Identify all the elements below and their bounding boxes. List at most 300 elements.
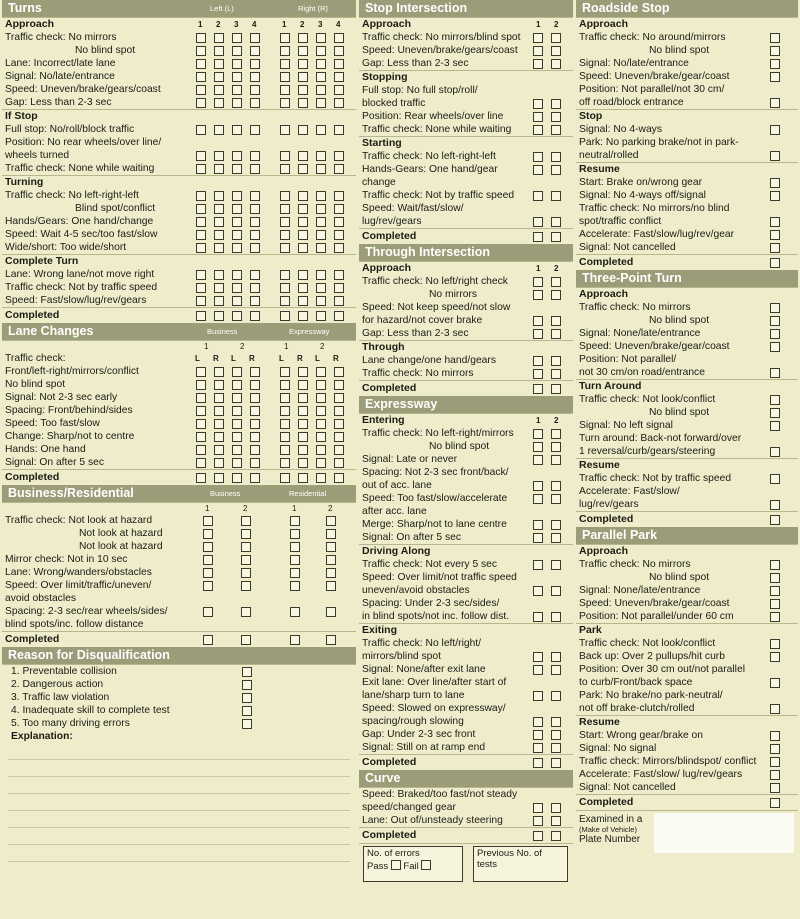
checkbox[interactable]	[334, 270, 344, 280]
checkbox[interactable]	[214, 458, 224, 468]
checkbox[interactable]	[232, 72, 242, 82]
checkbox[interactable]	[250, 191, 260, 201]
checkbox[interactable]	[196, 270, 206, 280]
checkbox[interactable]	[232, 164, 242, 174]
checkbox[interactable]	[533, 612, 543, 622]
checkbox[interactable]	[214, 367, 224, 377]
checkbox[interactable]	[242, 706, 252, 716]
vehicle-field[interactable]	[654, 813, 794, 853]
checkbox[interactable]	[533, 217, 543, 227]
checkbox[interactable]	[242, 667, 252, 677]
checkbox[interactable]	[326, 516, 336, 526]
checkbox[interactable]	[316, 164, 326, 174]
checkbox[interactable]	[316, 367, 326, 377]
checkbox[interactable]	[770, 599, 780, 609]
checkbox[interactable]	[533, 803, 543, 813]
checkbox[interactable]	[298, 164, 308, 174]
checkbox[interactable]	[298, 367, 308, 377]
checkbox[interactable]	[196, 33, 206, 43]
checkbox[interactable]	[551, 232, 561, 242]
checkbox[interactable]	[280, 217, 290, 227]
checkbox[interactable]	[551, 743, 561, 753]
checkbox[interactable]	[316, 445, 326, 455]
checkbox[interactable]	[533, 691, 543, 701]
checkbox[interactable]	[250, 46, 260, 56]
checkbox[interactable]	[334, 406, 344, 416]
checkbox[interactable]	[770, 783, 780, 793]
checkbox[interactable]	[214, 406, 224, 416]
checkbox[interactable]	[334, 458, 344, 468]
checkbox[interactable]	[551, 665, 561, 675]
checkbox[interactable]	[250, 311, 260, 321]
checkbox[interactable]	[551, 329, 561, 339]
checkbox[interactable]	[250, 33, 260, 43]
checkbox[interactable]	[533, 152, 543, 162]
checkbox[interactable]	[770, 151, 780, 161]
checkbox[interactable]	[770, 59, 780, 69]
checkbox[interactable]	[316, 85, 326, 95]
checkbox[interactable]	[334, 191, 344, 201]
checkbox[interactable]	[232, 406, 242, 416]
checkbox[interactable]	[241, 568, 251, 578]
checkbox[interactable]	[203, 568, 213, 578]
checkbox[interactable]	[214, 380, 224, 390]
checkbox[interactable]	[232, 296, 242, 306]
checkbox[interactable]	[196, 59, 206, 69]
checkbox[interactable]	[533, 816, 543, 826]
checkbox[interactable]	[280, 367, 290, 377]
checkbox[interactable]	[298, 243, 308, 253]
checkbox[interactable]	[770, 770, 780, 780]
checkbox[interactable]	[533, 125, 543, 135]
checkbox[interactable]	[196, 230, 206, 240]
checkbox[interactable]	[232, 59, 242, 69]
checkbox[interactable]	[241, 555, 251, 565]
checkbox[interactable]	[551, 191, 561, 201]
checkbox[interactable]	[326, 607, 336, 617]
checkbox[interactable]	[551, 758, 561, 768]
checkbox[interactable]	[290, 635, 300, 645]
checkbox[interactable]	[280, 283, 290, 293]
checkbox[interactable]	[334, 217, 344, 227]
checkbox[interactable]	[280, 380, 290, 390]
checkbox[interactable]	[533, 586, 543, 596]
checkbox[interactable]	[533, 33, 543, 43]
checkbox[interactable]	[533, 652, 543, 662]
checkbox[interactable]	[533, 290, 543, 300]
checkbox[interactable]	[196, 445, 206, 455]
checkbox[interactable]	[232, 217, 242, 227]
checkbox[interactable]	[250, 458, 260, 468]
checkbox[interactable]	[770, 744, 780, 754]
checkbox[interactable]	[551, 717, 561, 727]
checkbox[interactable]	[280, 296, 290, 306]
checkbox[interactable]	[250, 164, 260, 174]
checkbox[interactable]	[214, 473, 224, 483]
checkbox[interactable]	[214, 270, 224, 280]
checkbox[interactable]	[551, 442, 561, 452]
checkbox[interactable]	[232, 98, 242, 108]
checkbox[interactable]	[551, 652, 561, 662]
checkbox[interactable]	[290, 542, 300, 552]
checkbox[interactable]	[551, 33, 561, 43]
checkbox[interactable]	[298, 72, 308, 82]
checkbox[interactable]	[196, 393, 206, 403]
checkbox[interactable]	[280, 33, 290, 43]
checkbox[interactable]	[290, 607, 300, 617]
checkbox[interactable]	[334, 230, 344, 240]
checkbox[interactable]	[551, 429, 561, 439]
checkbox[interactable]	[334, 283, 344, 293]
checkbox[interactable]	[280, 191, 290, 201]
checkbox[interactable]	[533, 730, 543, 740]
checkbox[interactable]	[551, 533, 561, 543]
checkbox[interactable]	[232, 46, 242, 56]
checkbox[interactable]	[290, 555, 300, 565]
fail-checkbox[interactable]	[421, 860, 431, 870]
checkbox[interactable]	[316, 311, 326, 321]
checkbox[interactable]	[232, 311, 242, 321]
checkbox[interactable]	[551, 520, 561, 530]
checkbox[interactable]	[232, 445, 242, 455]
checkbox[interactable]	[232, 380, 242, 390]
checkbox[interactable]	[770, 217, 780, 227]
checkbox[interactable]	[316, 151, 326, 161]
checkbox[interactable]	[298, 393, 308, 403]
checkbox[interactable]	[242, 693, 252, 703]
checkbox[interactable]	[214, 296, 224, 306]
checkbox[interactable]	[770, 316, 780, 326]
checkbox[interactable]	[250, 283, 260, 293]
checkbox[interactable]	[770, 612, 780, 622]
checkbox[interactable]	[298, 98, 308, 108]
checkbox[interactable]	[316, 217, 326, 227]
checkbox[interactable]	[196, 85, 206, 95]
checkbox[interactable]	[316, 270, 326, 280]
checkbox[interactable]	[551, 691, 561, 701]
checkbox[interactable]	[334, 432, 344, 442]
checkbox[interactable]	[196, 283, 206, 293]
checkbox[interactable]	[232, 419, 242, 429]
checkbox[interactable]	[770, 639, 780, 649]
checkbox[interactable]	[250, 419, 260, 429]
checkbox[interactable]	[316, 191, 326, 201]
checkbox[interactable]	[214, 191, 224, 201]
checkbox[interactable]	[551, 217, 561, 227]
checkbox[interactable]	[250, 230, 260, 240]
checkbox[interactable]	[298, 125, 308, 135]
checkbox[interactable]	[203, 542, 213, 552]
checkbox[interactable]	[334, 393, 344, 403]
checkbox[interactable]	[533, 665, 543, 675]
checkbox[interactable]	[232, 204, 242, 214]
checkbox[interactable]	[298, 270, 308, 280]
checkbox[interactable]	[533, 165, 543, 175]
checkbox[interactable]	[298, 283, 308, 293]
checkbox[interactable]	[280, 393, 290, 403]
checkbox[interactable]	[250, 151, 260, 161]
checkbox[interactable]	[551, 803, 561, 813]
checkbox[interactable]	[533, 494, 543, 504]
checkbox[interactable]	[316, 72, 326, 82]
checkbox[interactable]	[533, 743, 543, 753]
checkbox[interactable]	[551, 612, 561, 622]
checkbox[interactable]	[298, 191, 308, 201]
checkbox[interactable]	[241, 635, 251, 645]
checkbox[interactable]	[551, 99, 561, 109]
checkbox[interactable]	[232, 85, 242, 95]
checkbox[interactable]	[316, 406, 326, 416]
checkbox[interactable]	[250, 432, 260, 442]
previous-tests-box[interactable]	[473, 846, 568, 882]
checkbox[interactable]	[280, 432, 290, 442]
checkbox[interactable]	[232, 473, 242, 483]
checkbox[interactable]	[196, 458, 206, 468]
checkbox[interactable]	[250, 59, 260, 69]
checkbox[interactable]	[326, 568, 336, 578]
checkbox[interactable]	[551, 152, 561, 162]
checkbox[interactable]	[770, 731, 780, 741]
checkbox[interactable]	[770, 125, 780, 135]
checkbox[interactable]	[298, 380, 308, 390]
checkbox[interactable]	[232, 393, 242, 403]
checkbox[interactable]	[298, 85, 308, 95]
checkbox[interactable]	[533, 329, 543, 339]
checkbox[interactable]	[214, 85, 224, 95]
checkbox[interactable]	[334, 243, 344, 253]
checkbox[interactable]	[533, 112, 543, 122]
checkbox[interactable]	[334, 419, 344, 429]
checkbox[interactable]	[203, 635, 213, 645]
checkbox[interactable]	[214, 432, 224, 442]
checkbox[interactable]	[280, 204, 290, 214]
checkbox[interactable]	[214, 33, 224, 43]
checkbox[interactable]	[196, 164, 206, 174]
checkbox[interactable]	[241, 516, 251, 526]
checkbox[interactable]	[241, 581, 251, 591]
checkbox[interactable]	[316, 59, 326, 69]
checkbox[interactable]	[770, 757, 780, 767]
checkbox[interactable]	[232, 432, 242, 442]
checkbox[interactable]	[214, 419, 224, 429]
checkbox[interactable]	[770, 342, 780, 352]
checkbox[interactable]	[280, 406, 290, 416]
checkbox[interactable]	[334, 445, 344, 455]
checkbox[interactable]	[770, 500, 780, 510]
checkbox[interactable]	[196, 98, 206, 108]
checkbox[interactable]	[770, 474, 780, 484]
checkbox[interactable]	[298, 458, 308, 468]
checkbox[interactable]	[770, 515, 780, 525]
checkbox[interactable]	[196, 311, 206, 321]
checkbox[interactable]	[232, 367, 242, 377]
checkbox[interactable]	[316, 380, 326, 390]
checkbox[interactable]	[533, 316, 543, 326]
checkbox[interactable]	[770, 560, 780, 570]
checkbox[interactable]	[770, 329, 780, 339]
checkbox[interactable]	[214, 243, 224, 253]
checkbox[interactable]	[280, 270, 290, 280]
checkbox[interactable]	[298, 296, 308, 306]
checkbox[interactable]	[214, 230, 224, 240]
checkbox[interactable]	[334, 367, 344, 377]
checkbox[interactable]	[196, 72, 206, 82]
checkbox[interactable]	[334, 311, 344, 321]
checkbox[interactable]	[232, 191, 242, 201]
checkbox[interactable]	[214, 164, 224, 174]
checkbox[interactable]	[551, 560, 561, 570]
checkbox[interactable]	[316, 46, 326, 56]
checkbox[interactable]	[280, 72, 290, 82]
checkbox[interactable]	[280, 311, 290, 321]
checkbox[interactable]	[196, 46, 206, 56]
errors-box[interactable]	[363, 846, 463, 882]
checkbox[interactable]	[232, 33, 242, 43]
checkbox[interactable]	[290, 581, 300, 591]
checkbox[interactable]	[316, 283, 326, 293]
checkbox[interactable]	[280, 419, 290, 429]
checkbox[interactable]	[232, 243, 242, 253]
checkbox[interactable]	[298, 406, 308, 416]
checkbox[interactable]	[232, 230, 242, 240]
checkbox[interactable]	[241, 607, 251, 617]
checkbox[interactable]	[316, 393, 326, 403]
checkbox[interactable]	[551, 455, 561, 465]
checkbox[interactable]	[250, 125, 260, 135]
checkbox[interactable]	[334, 85, 344, 95]
checkbox[interactable]	[334, 125, 344, 135]
checkbox[interactable]	[214, 217, 224, 227]
checkbox[interactable]	[551, 59, 561, 69]
checkbox[interactable]	[551, 125, 561, 135]
checkbox[interactable]	[298, 33, 308, 43]
checkbox[interactable]	[770, 33, 780, 43]
checkbox[interactable]	[533, 481, 543, 491]
checkbox[interactable]	[280, 59, 290, 69]
checkbox[interactable]	[250, 72, 260, 82]
checkbox[interactable]	[334, 296, 344, 306]
checkbox[interactable]	[334, 98, 344, 108]
checkbox[interactable]	[316, 458, 326, 468]
checkbox[interactable]	[214, 151, 224, 161]
checkbox[interactable]	[770, 447, 780, 457]
checkbox[interactable]	[250, 217, 260, 227]
checkbox[interactable]	[316, 33, 326, 43]
checkbox[interactable]	[250, 380, 260, 390]
checkbox[interactable]	[196, 151, 206, 161]
checkbox[interactable]	[533, 369, 543, 379]
checkbox[interactable]	[551, 384, 561, 394]
checkbox[interactable]	[326, 529, 336, 539]
checkbox[interactable]	[203, 516, 213, 526]
checkbox[interactable]	[326, 555, 336, 565]
checkbox[interactable]	[196, 367, 206, 377]
checkbox[interactable]	[770, 408, 780, 418]
checkbox[interactable]	[551, 586, 561, 596]
checkbox[interactable]	[242, 719, 252, 729]
checkbox[interactable]	[551, 816, 561, 826]
checkbox[interactable]	[770, 178, 780, 188]
checkbox[interactable]	[250, 406, 260, 416]
checkbox[interactable]	[298, 432, 308, 442]
checkbox[interactable]	[214, 72, 224, 82]
checkbox[interactable]	[196, 406, 206, 416]
checkbox[interactable]	[326, 581, 336, 591]
checkbox[interactable]	[533, 191, 543, 201]
checkbox[interactable]	[316, 204, 326, 214]
checkbox[interactable]	[316, 98, 326, 108]
checkbox[interactable]	[551, 369, 561, 379]
checkbox[interactable]	[334, 204, 344, 214]
checkbox[interactable]	[250, 204, 260, 214]
checkbox[interactable]	[250, 296, 260, 306]
checkbox[interactable]	[250, 473, 260, 483]
checkbox[interactable]	[770, 652, 780, 662]
pass-checkbox[interactable]	[391, 860, 401, 870]
checkbox[interactable]	[551, 46, 561, 56]
checkbox[interactable]	[533, 717, 543, 727]
checkbox[interactable]	[280, 85, 290, 95]
checkbox[interactable]	[334, 380, 344, 390]
checkbox[interactable]	[533, 442, 543, 452]
checkbox[interactable]	[298, 59, 308, 69]
checkbox[interactable]	[770, 98, 780, 108]
checkbox[interactable]	[250, 270, 260, 280]
checkbox[interactable]	[533, 429, 543, 439]
checkbox[interactable]	[551, 316, 561, 326]
checkbox[interactable]	[298, 473, 308, 483]
checkbox[interactable]	[214, 46, 224, 56]
checkbox[interactable]	[250, 445, 260, 455]
checkbox[interactable]	[290, 568, 300, 578]
checkbox[interactable]	[280, 46, 290, 56]
checkbox[interactable]	[280, 151, 290, 161]
checkbox[interactable]	[241, 542, 251, 552]
checkbox[interactable]	[533, 356, 543, 366]
checkbox[interactable]	[298, 419, 308, 429]
checkbox[interactable]	[250, 243, 260, 253]
checkbox[interactable]	[214, 393, 224, 403]
checkbox[interactable]	[280, 458, 290, 468]
checkbox[interactable]	[214, 311, 224, 321]
checkbox[interactable]	[214, 283, 224, 293]
checkbox[interactable]	[298, 204, 308, 214]
checkbox[interactable]	[551, 356, 561, 366]
checkbox[interactable]	[533, 560, 543, 570]
checkbox[interactable]	[770, 72, 780, 82]
explanation-area[interactable]	[2, 743, 356, 863]
checkbox[interactable]	[770, 798, 780, 808]
checkbox[interactable]	[551, 112, 561, 122]
checkbox[interactable]	[551, 290, 561, 300]
checkbox[interactable]	[250, 393, 260, 403]
checkbox[interactable]	[770, 704, 780, 714]
checkbox[interactable]	[334, 59, 344, 69]
checkbox[interactable]	[551, 831, 561, 841]
checkbox[interactable]	[214, 445, 224, 455]
checkbox[interactable]	[770, 678, 780, 688]
checkbox[interactable]	[551, 165, 561, 175]
checkbox[interactable]	[214, 125, 224, 135]
checkbox[interactable]	[770, 573, 780, 583]
checkbox[interactable]	[533, 533, 543, 543]
checkbox[interactable]	[533, 758, 543, 768]
checkbox[interactable]	[316, 296, 326, 306]
checkbox[interactable]	[280, 98, 290, 108]
checkbox[interactable]	[533, 46, 543, 56]
checkbox[interactable]	[250, 85, 260, 95]
checkbox[interactable]	[232, 270, 242, 280]
